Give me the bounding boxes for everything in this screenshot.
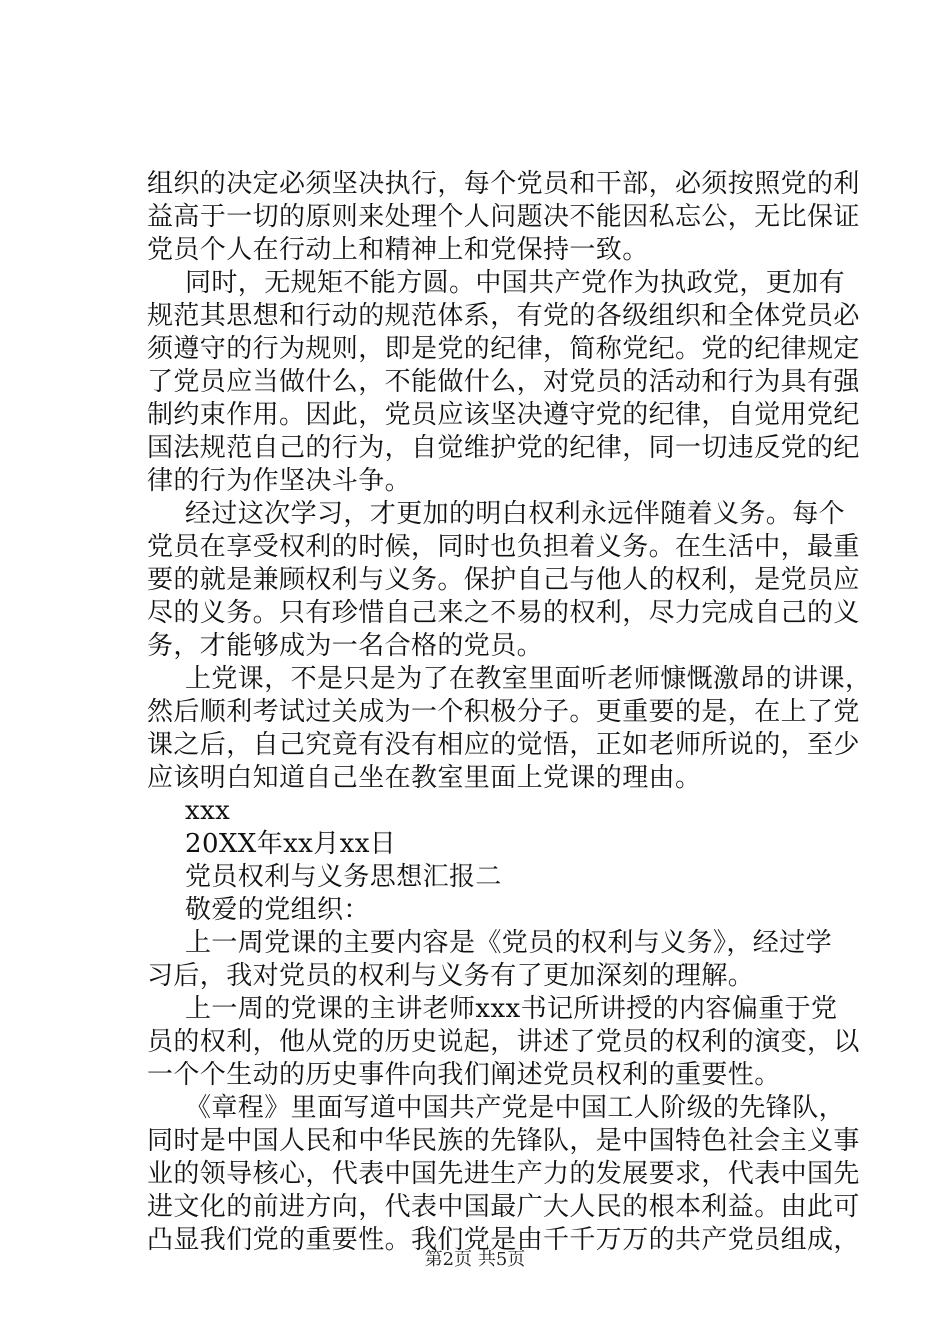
paragraph-start-line: 同时，无规矩不能方圆。中国共产党作为执政党，更加有 (185, 268, 846, 298)
text-line: 业的领导核心，代表中国先进生产力的发展要求，代表中国先 (147, 1159, 860, 1189)
document-body (147, 168, 872, 1257)
text-line: 进文化的前进方向，代表中国最广大人民的根本利益。由此可 (147, 1192, 860, 1222)
text-line: 员的权利，他从党的历史说起，讲述了党员的权利的演变，以 (147, 1027, 860, 1057)
paragraph-start-line: 上党课，不是只是为了在教室里面听老师慷慨激昂的讲课， (185, 664, 872, 694)
paragraph-start-line: 经过这次学习，才更加的明白权利永远伴随着义务。每个 (185, 499, 846, 529)
page-number-footer: 第2页 共5页 (424, 1249, 526, 1270)
section-title: 党员权利与义务思想汇报二 (185, 862, 502, 892)
text-line: 同时是中国人民和中华民族的先锋队，是中国特色社会主义事 (147, 1126, 860, 1156)
text-line: 一个个生动的历史事件向我们阐述党员权利的重要性。 (147, 1060, 781, 1090)
text-line: 组织的决定必须坚决执行，每个党员和干部，必须按照党的利 (147, 169, 860, 199)
text-line: 尽的义务。只有珍惜自己来之不易的权利，尽力完成自己的义 (147, 598, 860, 628)
text-line: 了党员应当做什么，不能做什么，对党员的活动和行为具有强 (147, 367, 860, 397)
signature-name: xxx (185, 796, 231, 826)
text-line: 规范其思想和行动的规范体系，有党的各级组织和全体党员必 (147, 301, 860, 331)
text-line: 务，才能够成为一名合格的党员。 (147, 631, 544, 661)
signature-date: 20XX年xx月xx日 (185, 829, 397, 859)
paragraph-start-line: 上一周党课的主要内容是《党员的权利与义务》，经过学 (185, 928, 833, 958)
text-line: 律的行为作坚决斗争。 (147, 466, 412, 496)
salutation: 敬爱的党组织： (185, 895, 370, 925)
text-line: 益高于一切的原则来处理个人问题决不能因私忘公，无比保证 (147, 202, 860, 232)
text-line: 须遵守的行为规则，即是党的纪律，简称党纪。党的纪律规定 (147, 334, 860, 364)
paragraph-start-line: 《章程》里面写道中国共产党是中国工人阶级的先锋队， (185, 1093, 846, 1123)
paragraph-start-line: 上一周的党课的主讲老师xxx书记所讲授的内容偏重于党 (185, 994, 838, 1024)
text-line: 党员在享受权利的时候，同时也负担着义务。在生活中，最重 (147, 532, 860, 562)
text-line: 应该明白知道自己坐在教室里面上党课的理由。 (147, 763, 702, 793)
text-line: 国法规范自己的行为，自觉维护党的纪律，同一切违反党的纪 (147, 433, 860, 463)
text-line: 制约束作用。因此，党员应该坚决遵守党的纪律，自觉用党纪 (147, 400, 860, 430)
text-line: 凸显我们党的重要性。我们党是由千千万万的共产党员组成， (147, 1225, 860, 1255)
text-line: 习后，我对党员的权利与义务有了更加深刻的理解。 (147, 961, 755, 991)
text-line: 要的就是兼顾权利与义务。保护自己与他人的权利，是党员应 (147, 565, 860, 595)
text-line: 然后顺利考试过关成为一个积极分子。更重要的是，在上了党 (147, 697, 860, 727)
text-line: 课之后，自己究竟有没有相应的觉悟，正如老师所说的，至少 (147, 730, 860, 760)
text-line: 党员个人在行动上和精神上和党保持一致。 (147, 235, 649, 265)
